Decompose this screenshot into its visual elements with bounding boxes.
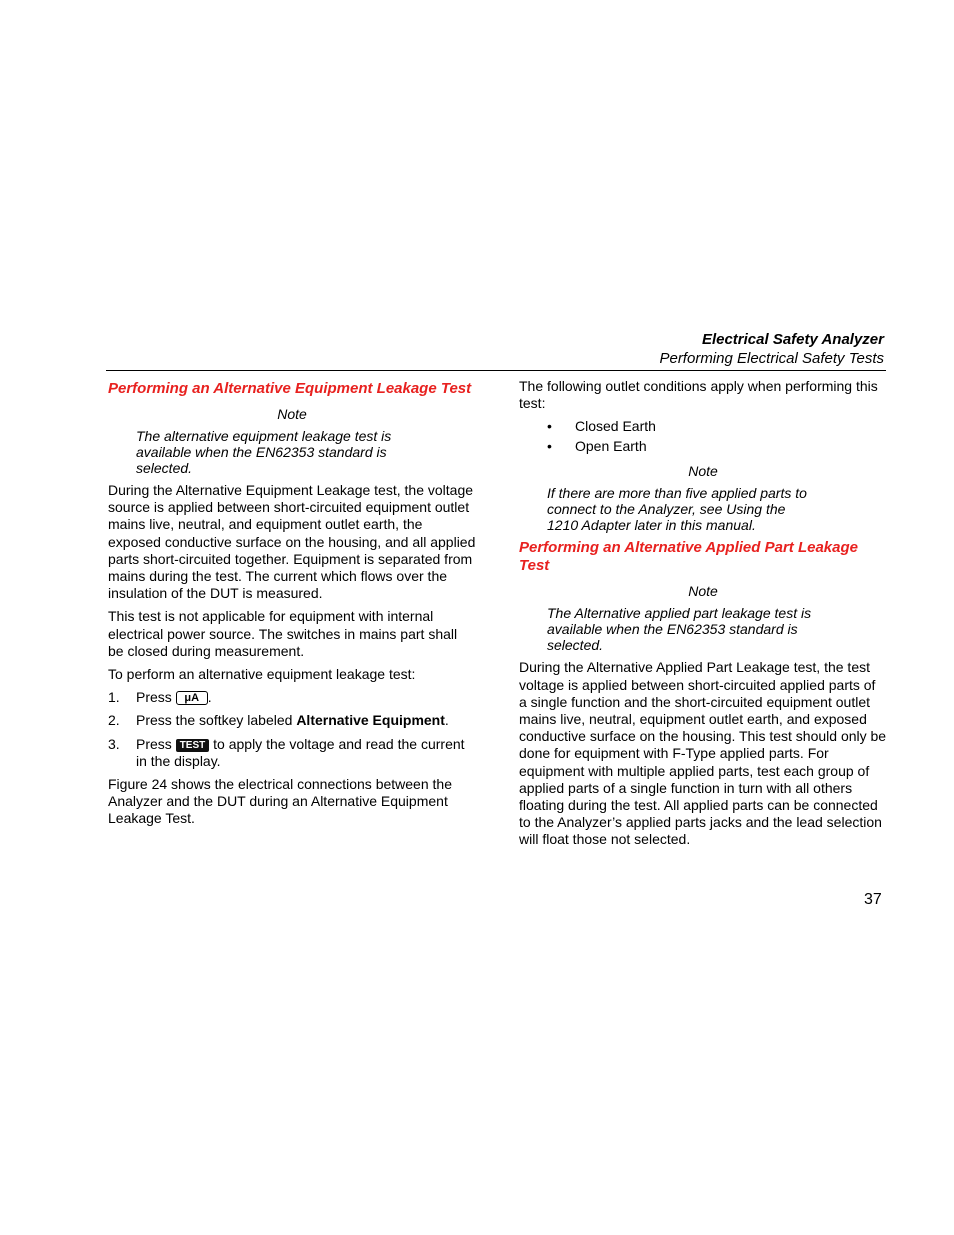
step-text: Press the softkey labeled (136, 712, 293, 729)
step-text: Press (136, 689, 172, 706)
step-item (108, 712, 476, 729)
running-header-title: Electrical Safety Analyzer (701, 331, 884, 348)
procedure-steps (108, 689, 476, 770)
step-number: 3. (108, 735, 120, 752)
paragraph: Figure 24 shows the electrical connections between the Analyzer and the DUT during an Alternative Equipment Leakage Test. (108, 776, 452, 827)
microamp-key-icon: μA (176, 691, 208, 705)
paragraph: This test is not applicable for equipment with internal electrical power source. The switches in mains part shall be closed during measurement. (108, 608, 458, 659)
softkey-label: Alternative Equipment (296, 712, 445, 729)
outlet-conditions-list (519, 418, 887, 455)
list-item: • Open Earth (547, 438, 647, 455)
note-label: Note (688, 583, 718, 600)
step-item (108, 736, 476, 770)
note-text: The Alternative applied part leakage test is available when the EN62353 standard is selected. (547, 605, 812, 654)
list-item: • Closed Earth (547, 418, 656, 435)
note-text: If there are more than five applied parts to connect to the Analyzer, see Using the 1210 Adapter later in this manual. (547, 485, 807, 534)
note-text: The alternative equipment leakage test is available when the EN62353 standard is selected. (136, 428, 392, 476)
step-text: to apply the voltage and read the current in the display. (136, 735, 465, 769)
step-number: 2. (108, 712, 120, 729)
header-rule (106, 370, 886, 371)
test-key-icon: TEST (176, 739, 210, 752)
paragraph: The following outlet conditions apply when performing this test: (519, 378, 878, 412)
note-label: Note (688, 463, 718, 480)
step-text: . (207, 689, 212, 706)
right-column (519, 378, 887, 855)
page-number: 37 (864, 891, 882, 908)
procedure-intro: To perform an alternative equipment leakage test: (108, 666, 416, 683)
section-heading-equipment-leakage: Performing an Alternative Equipment Leakage Test (108, 380, 472, 397)
paragraph: During the Alternative Applied Part Leakage test, the test voltage is applied between short-circuited applied parts of a single function and the short-circuited equipment outlet mains live, neutral, equipment outlet earth, and exposed conductive surface on the housing. This test should only be done for equipment with F-Type applied parts. For equipment with multiple applied parts, test each group of applied parts of a single function in turn with all others floating during the test. All applied parts can be connected to the Analyzer’s applied parts jacks and the lead selection will float those not selected. (519, 659, 887, 848)
note-label: Note (277, 406, 307, 422)
section-heading-applied-part-leakage: Performing an Alternative Applied Part Leakage Test (519, 539, 858, 575)
step-text: Press (136, 735, 172, 752)
paragraph: During the Alternative Equipment Leakage test, the voltage source is applied between short-circuited equipment outlet mains live, neutral, and equipment outlet earth, the exposed conductive surface on the housing, and all applied parts short-circuited together. Equipment is separated from mains during the test. The current which flows over the insulation of the DUT is measured. (108, 482, 476, 602)
step-item (108, 689, 476, 706)
left-column (108, 380, 476, 834)
running-header-subtitle: Performing Electrical Safety Tests (659, 350, 884, 367)
step-number: 1. (108, 689, 120, 706)
step-text: . (444, 712, 449, 729)
